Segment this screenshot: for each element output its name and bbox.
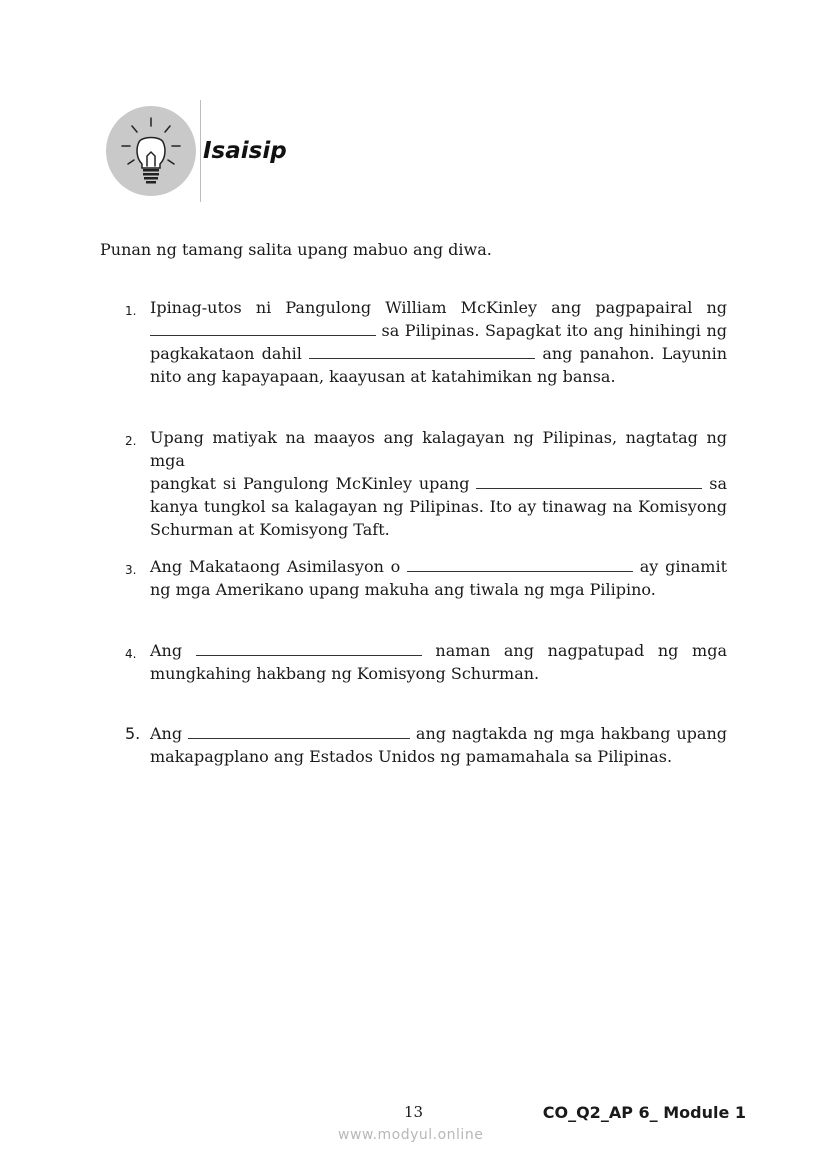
item-text: mungkahing hakbang ng Komisyong Schurman. [150,664,540,683]
question-item-3 [125,555,727,601]
header-divider [200,100,201,202]
item-text: kanya tungkol sa kalagayan ng Pilipinas. Ito ay tinawag na Komisyong [150,497,727,516]
item-number: 3. [125,563,137,577]
item-text: Ang Makataong Asimilasyon o [150,557,401,576]
item-text: Ang [150,641,183,660]
answer-blank[interactable] [196,641,422,656]
item-text: Upang matiyak na maayos ang kalagayan ng Pilipinas, nagtatag ng mga [150,428,727,470]
item-text: pangkat si Pangulong McKinley upang [150,474,470,493]
item-text: Ipinag-utos ni Pangulong William McKinley ang pagpapairal ng [150,298,727,317]
item-number: 1. [125,304,137,318]
question-item-1 [125,296,727,388]
module-code: CO_Q2_AP 6_ Module 1 [542,1103,746,1122]
item-number: 5. [125,724,141,743]
item-text: Ang [150,724,183,743]
item-text: ng mga Amerikano upang makuha ang tiwala ng mga Pilipino. [150,580,656,599]
item-number: 2. [125,434,137,448]
lightbulb-icon [106,106,196,196]
answer-blank[interactable] [309,344,535,359]
answer-blank[interactable] [476,474,702,489]
item-text: sa Pilipinas. Sapagkat ito ang hinihingi ng [381,321,727,340]
answer-blank[interactable] [407,557,633,572]
item-text: makapagplano ang Estados Unidos ng pamamahala sa Pilipinas. [150,747,673,766]
item-text: nito ang kapayapaan, kaayusan at katahimikan ng bansa. [150,367,616,386]
question-item-5 [125,722,727,768]
question-item-4 [125,639,727,685]
instruction-text: Punan ng tamang salita upang mabuo ang diwa. [100,240,492,259]
item-number: 4. [125,647,137,661]
watermark: www.modyul.online [338,1127,484,1143]
item-text: sa [709,474,727,493]
section-header [100,100,400,202]
item-text: ang panahon. Layunin [542,344,727,363]
item-text: ang nagtakda ng mga hakbang upang [415,724,728,743]
answer-blank[interactable] [150,321,376,336]
item-text: Schurman at Komisyong Taft. [150,520,390,539]
page-number: 13 [404,1103,424,1121]
item-text: ay ginamit [639,557,728,576]
item-text: naman ang nagpatupad ng mga [435,641,727,660]
question-item-2 [125,426,727,541]
section-title: Isaisip [203,138,287,164]
answer-blank[interactable] [188,724,410,739]
item-text: pagkakataon dahil [150,344,302,363]
